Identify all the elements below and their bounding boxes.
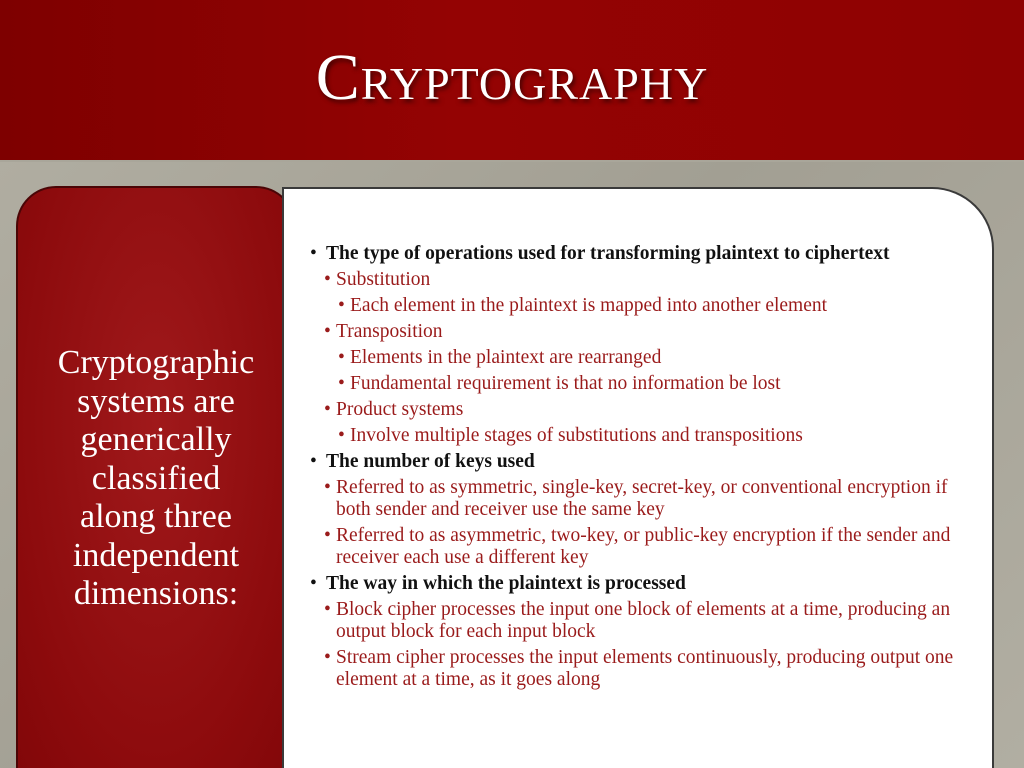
bullet-text: The type of operations used for transforming plaintext to ciphertext	[326, 243, 890, 264]
bullet-text: The way in which the plaintext is processed	[326, 573, 686, 594]
bullet-text: Substitution	[336, 269, 431, 290]
left-panel-line: along three	[80, 498, 232, 535]
bullet-substitution-detail	[338, 295, 970, 317]
bullet-dot-icon: •	[338, 347, 345, 368]
content-panel	[282, 187, 994, 768]
bullet-dot-icon: •	[324, 269, 331, 290]
bullet-block-cipher	[324, 599, 970, 643]
bullet-text: Referred to as asymmetric, two-key, or public-key encryption if the sender and receiver each use a different key	[336, 525, 951, 568]
title-bar	[0, 0, 1024, 162]
left-panel-line: generically	[80, 421, 232, 458]
bullet-text: Product systems	[336, 399, 464, 420]
left-panel	[16, 186, 296, 768]
bullet-text: Stream cipher processes the input elements continuously, producing output one element at a time, as it goes along	[336, 647, 954, 690]
bullet-heading-operations	[310, 243, 970, 265]
bullet-dot-icon: •	[310, 573, 317, 594]
left-panel-line: Cryptographic	[57, 344, 255, 381]
bullet-product-systems-detail	[338, 425, 970, 447]
bullet-text: Involve multiple stages of substitutions and transpositions	[350, 425, 803, 446]
bullet-list	[310, 243, 970, 695]
bullet-dot-icon: •	[310, 243, 317, 264]
left-panel-line: independent	[72, 536, 240, 574]
bullet-text: Elements in the plaintext are rearranged	[350, 347, 662, 368]
left-panel-text	[18, 344, 294, 614]
bullet-transposition-requirement	[338, 373, 970, 395]
bullet-text: Referred to as symmetric, single-key, secret-key, or conventional encryption if both sender and receiver use the same key	[336, 477, 948, 520]
bullet-substitution	[324, 269, 970, 291]
bullet-dot-icon: •	[324, 321, 331, 342]
bullet-dot-icon: •	[324, 477, 331, 498]
bullet-dot-icon: •	[338, 373, 345, 394]
bullet-product-systems	[324, 399, 970, 421]
bullet-dot-icon: •	[324, 647, 331, 668]
bullet-asymmetric	[324, 525, 970, 569]
bullet-dot-icon: •	[338, 425, 345, 446]
bullet-text: Fundamental requirement is that no information be lost	[350, 373, 781, 394]
bullet-heading-processing	[310, 573, 970, 595]
bullet-dot-icon: •	[324, 525, 331, 546]
bullet-text: Block cipher processes the input one block of elements at a time, producing an output block for each input block	[336, 599, 951, 642]
left-panel-line: systems are	[77, 382, 235, 420]
bullet-dot-icon: •	[338, 295, 345, 316]
bullet-symmetric	[324, 477, 970, 521]
bullet-dot-icon: •	[324, 599, 331, 620]
bullet-dot-icon: •	[310, 451, 317, 472]
bullet-text: Each element in the plaintext is mapped into another element	[350, 295, 828, 316]
bullet-transposition-detail	[338, 347, 970, 369]
bullet-dot-icon: •	[324, 399, 331, 420]
left-panel-line: classified	[91, 459, 221, 497]
bullet-text: Transposition	[336, 321, 443, 342]
left-panel-line: dimensions:	[73, 575, 239, 612]
bullet-transposition	[324, 321, 970, 343]
bullet-stream-cipher	[324, 647, 970, 691]
bullet-heading-keys	[310, 451, 970, 473]
slide-title: Cryptography	[315, 41, 709, 114]
bullet-text: The number of keys used	[326, 451, 535, 472]
